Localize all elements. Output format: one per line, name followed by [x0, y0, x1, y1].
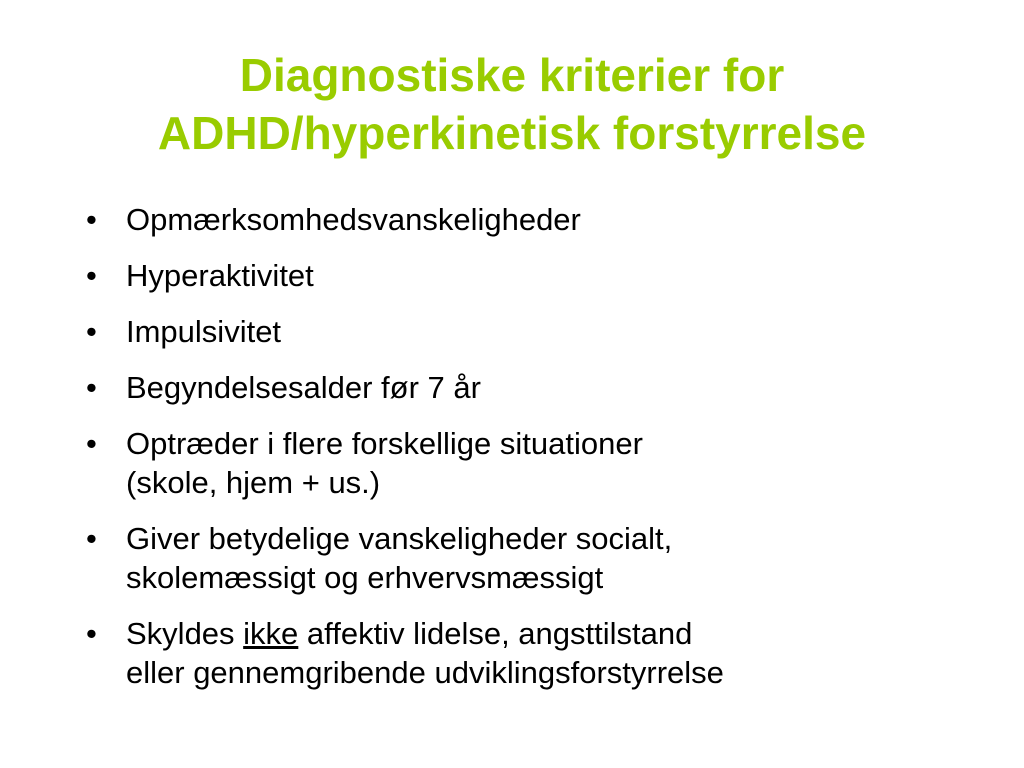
bullet-text: Opmærksomhedsvanskeligheder — [126, 202, 581, 237]
bullet-item-difficulties — [86, 519, 986, 597]
bullet-text-line-2: eller gennemgribende udviklingsforstyrrelse — [126, 655, 724, 690]
emphasis-underlined-word: ikke — [243, 616, 299, 651]
bullet-text-suffix: affektiv lidelse, angsttilstand — [298, 616, 693, 651]
bullet-text-prefix: Skyldes — [126, 616, 244, 651]
bullet-text: Hyperaktivitet — [126, 258, 314, 293]
bullet-list — [86, 200, 986, 709]
bullet-item-exclusion — [86, 614, 986, 692]
bullet-marker: • — [86, 258, 97, 293]
bullet-marker: • — [86, 314, 97, 349]
slide-title-line-1: Diagnostiske kriterier for — [239, 49, 785, 101]
bullet-marker: • — [86, 370, 97, 405]
bullet-item-hyperactivity — [86, 256, 986, 295]
bullet-item-onset-age — [86, 368, 986, 407]
bullet-item-attention — [86, 200, 986, 239]
bullet-item-impulsivity — [86, 312, 986, 351]
bullet-text-line-1: Optræder i flere forskellige situationer — [126, 426, 643, 461]
bullet-text-line-1: Giver betydelige vanskeligheder socialt, — [126, 521, 673, 556]
bullet-text-line-1 — [126, 614, 986, 653]
bullet-text-line-2: (skole, hjem + us.) — [126, 465, 381, 500]
bullet-marker: • — [86, 521, 97, 556]
bullet-marker: • — [86, 426, 97, 461]
slide-title — [40, 46, 984, 162]
bullet-text: Impulsivitet — [126, 314, 282, 349]
bullet-item-situations — [86, 424, 986, 502]
bullet-marker: • — [86, 202, 97, 237]
bullet-text: Begyndelsesalder før 7 år — [126, 370, 481, 405]
bullet-marker: • — [86, 616, 97, 651]
bullet-text-line-2: skolemæssigt og erhvervsmæssigt — [126, 560, 604, 595]
slide-title-line-2: ADHD/hyperkinetisk forstyrrelse — [157, 107, 867, 159]
